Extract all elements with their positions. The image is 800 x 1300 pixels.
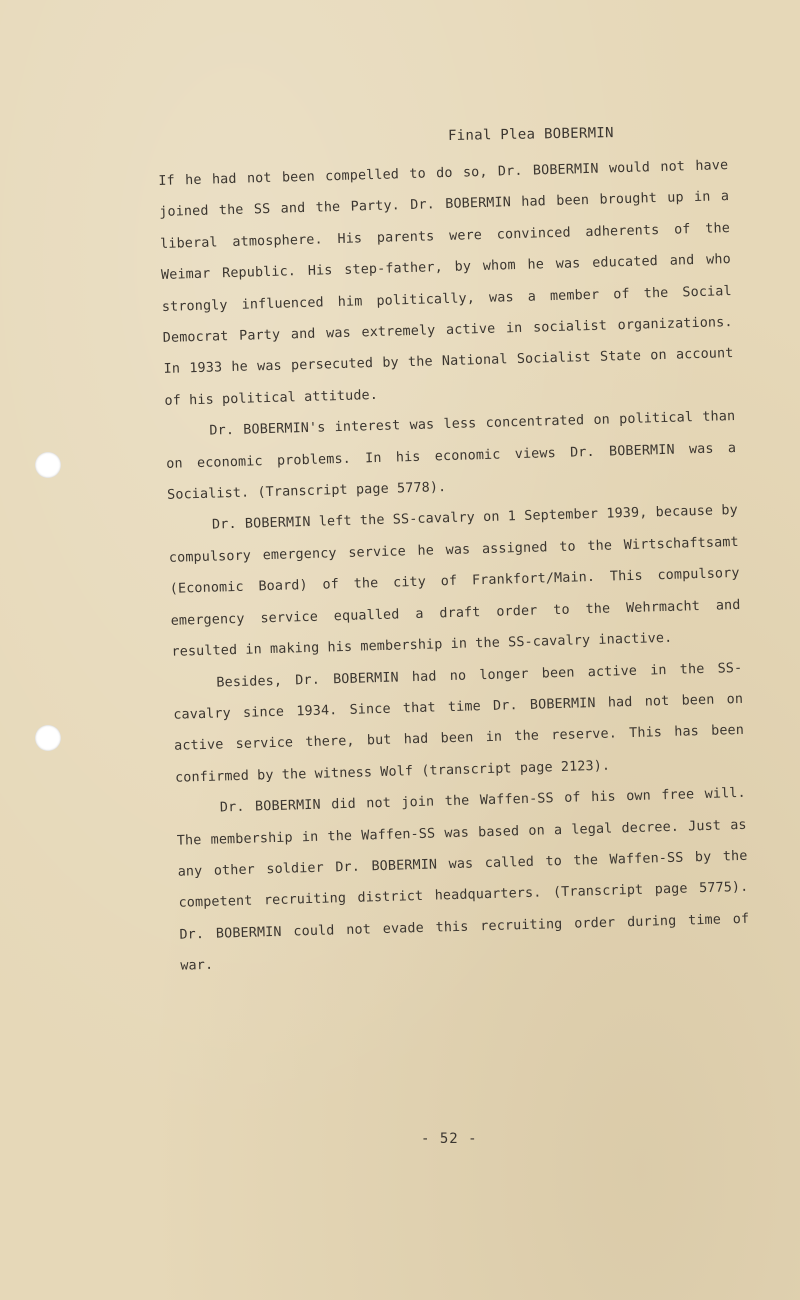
paragraph: Dr. BOBERMIN did not join the Waffen-SS of his own free will. The membership in the Waffen-SS was based on a legal decree. Just as any other soldier Dr. BOBERMIN was called to the Waffen-SS by the competent recruiting district headquarters. (Transcript page 5775). Dr. BOBERMIN could not evade this recruiting order during time of war. — [176, 785, 750, 974]
paragraph: Besides, Dr. BOBERMIN had no longer been active in the SS-cavalry since 1934. Since that time Dr. BOBERMIN had not been on active service there, but had been in the reserve. This has been confirmed by the witness Wolf (transcript page 2123). — [173, 660, 745, 786]
document-body — [158, 150, 751, 982]
paragraph: If he had not been compelled to do so, Dr. BOBERMIN would not have joined the SS and the Party. Dr. BOBERMIN had been brought up in a liberal atmosphere. His parents were convinced adherents of the Weimar Republic. His step-father, by whom he was educated and who strongly influenced him politically, was a member of the Social Democrat Party and was extremely active in socialist organizations. In 1933 he was persecuted by the National Socialist State on account of his political attitude. — [158, 158, 734, 409]
paragraph: Dr. BOBERMIN's interest was less concentrated on political than on economic problems. In his economic views Dr. BOBERMIN was a Socialist. (Transcript page 5778). — [166, 409, 737, 503]
punch-hole-top — [35, 452, 61, 478]
punch-hole-bottom — [35, 725, 61, 751]
paragraph: Dr. BOBERMIN left the SS-cavalry on 1 September 1939, because by compulsory emergency service he was assigned to the Wirtschaftsamt (Economic Board) of the city of Frankfort/Main. This compulsory emergency service equalled a draft order to the Wehrmacht and resulted in making his membership in the SS-cavalry inactive. — [168, 503, 741, 660]
page-header: Final Plea BOBERMIN — [447, 125, 614, 144]
page-number: - 52 - — [421, 1131, 478, 1147]
